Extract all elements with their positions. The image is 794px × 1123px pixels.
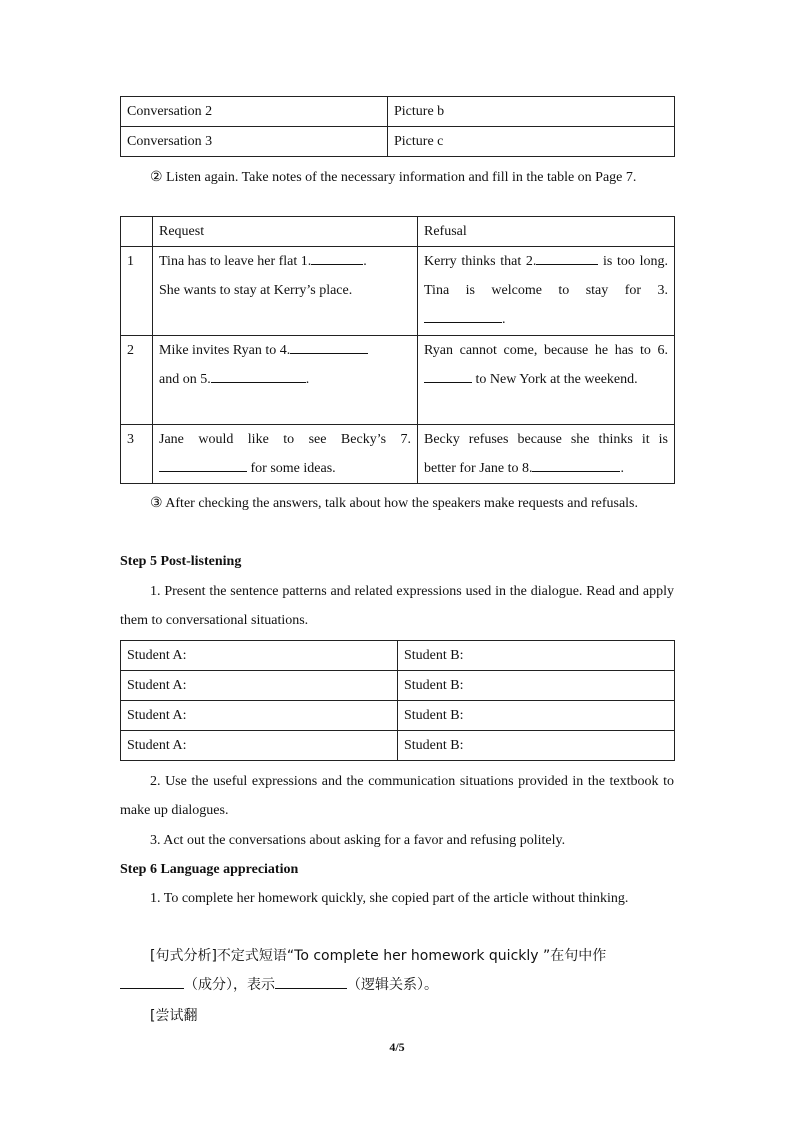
table-row	[121, 247, 675, 336]
table-cell: Conversation 3	[121, 127, 388, 157]
refusal-text: Kerry thinks that 2.	[424, 254, 537, 269]
request-text: Mike invites Ryan to 4.	[159, 343, 291, 358]
request-cell	[153, 336, 418, 425]
student-dialogue-table	[120, 640, 675, 761]
table-row	[121, 671, 675, 701]
request-text: .	[305, 372, 310, 387]
step5-paragraph-2: 2. Use the useful expressions and the communication situations provided in the textbook to make up dialogues.	[120, 774, 674, 818]
refusal-text: is too long. Tina is welcome to stay for 3.	[424, 254, 668, 298]
table-row	[121, 127, 675, 157]
table-cell: Picture c	[388, 127, 675, 157]
refusal-text: Becky refuses because she thinks it is better for Jane to 8.	[424, 432, 668, 476]
student-a-cell: Student A:	[121, 701, 398, 731]
request-text: and on 5.	[159, 372, 211, 387]
request-text: Tina has to leave her flat 1.	[159, 254, 312, 269]
answer-blank-4[interactable]	[290, 337, 368, 354]
refusal-cell	[418, 247, 675, 336]
refusal-text: .	[620, 461, 624, 476]
try-translate: [尝试翻	[150, 1008, 198, 1024]
conversation-picture-table	[120, 96, 675, 157]
analysis-text: [句式分析]不定式短语“To complete her homework quickly ”在句中作	[150, 948, 607, 964]
table-row	[121, 701, 675, 731]
request-text: for some ideas.	[247, 461, 336, 476]
sentence-analysis	[120, 942, 674, 1000]
student-b-cell: Student B:	[398, 641, 675, 671]
request-text: Jane would like to see Becky’s 7.	[159, 432, 411, 447]
table-cell: Picture b	[388, 97, 675, 127]
refusal-text: to New York at the weekend.	[472, 372, 638, 387]
student-a-cell: Student A:	[121, 641, 398, 671]
header-request: Request	[153, 217, 418, 247]
listen-again-instruction: ② Listen again. Take notes of the necessary information and fill in the table on Page 7.	[150, 170, 637, 185]
analysis-text: （逻辑关系）。	[347, 977, 438, 993]
answer-blank-7[interactable]	[159, 455, 247, 472]
step6-heading: Step 6 Language appreciation	[120, 862, 299, 877]
table-row	[121, 731, 675, 761]
request-text: .	[363, 254, 367, 269]
table-cell: Conversation 2	[121, 97, 388, 127]
student-b-cell: Student B:	[398, 701, 675, 731]
answer-blank-3[interactable]	[424, 306, 502, 323]
answer-blank-6[interactable]	[424, 366, 472, 383]
after-checking-instruction: ③ After checking the answers, talk about how the speakers make requests and refusals.	[150, 496, 639, 511]
student-b-cell: Student B:	[398, 671, 675, 701]
header-refusal: Refusal	[418, 217, 675, 247]
step5-paragraph-1: 1. Present the sentence patterns and related expressions used in the dialogue. Read and apply them to conversational situations.	[120, 584, 674, 628]
refusal-cell	[418, 425, 675, 484]
table-header-row	[121, 217, 675, 247]
analysis-text: （成分），表示	[184, 977, 275, 993]
answer-blank-5[interactable]	[211, 366, 306, 383]
refusal-text: .	[502, 312, 506, 327]
student-b-cell: Student B:	[398, 731, 675, 761]
request-cell	[153, 425, 418, 484]
page-number: 4/5	[389, 1040, 405, 1054]
table-row	[121, 425, 675, 484]
answer-blank-2[interactable]	[536, 248, 598, 265]
step5-heading: Step 5 Post-listening	[120, 554, 242, 569]
request-text: She wants to stay at Kerry’s place.	[159, 283, 353, 298]
row-number: 2	[121, 336, 153, 425]
step6-paragraph-1: 1. To complete her homework quickly, she copied part of the article without thinking.	[150, 891, 629, 906]
table-row	[121, 641, 675, 671]
row-number: 3	[121, 425, 153, 484]
table-row	[121, 336, 675, 425]
request-refusal-table	[120, 216, 675, 484]
student-a-cell: Student A:	[121, 731, 398, 761]
refusal-text: Ryan cannot come, because he has to 6.	[424, 343, 668, 358]
answer-blank-logic[interactable]	[275, 972, 347, 989]
header-number	[121, 217, 153, 247]
answer-blank-component[interactable]	[120, 972, 184, 989]
row-number: 1	[121, 247, 153, 336]
answer-blank-8[interactable]	[532, 455, 620, 472]
table-row	[121, 97, 675, 127]
answer-blank-1[interactable]	[311, 248, 363, 265]
student-a-cell: Student A:	[121, 671, 398, 701]
step5-paragraph-3: 3. Act out the conversations about asking for a favor and refusing politely.	[150, 833, 566, 848]
request-cell	[153, 247, 418, 336]
refusal-cell	[418, 336, 675, 425]
